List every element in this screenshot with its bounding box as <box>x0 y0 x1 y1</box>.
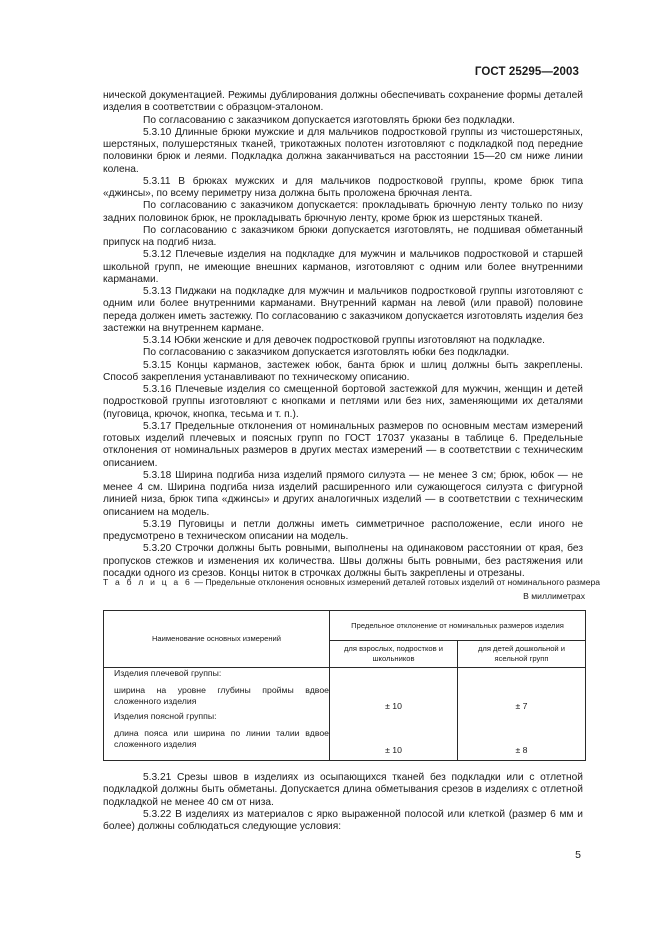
paragraph-5-3-15: 5.3.15 Концы карманов, застежек юбок, банта брюк и шлиц должны быть закреплены. Способ закрепления устанавливают по техническому описанию. <box>103 359 583 383</box>
main-text-continued <box>103 772 583 833</box>
paragraph-5-3-10: 5.3.10 Длинные брюки мужские и для мальчиков подростковой группы из чистошерстяных, шерстяных, полушерстяных тканей, трикотажных полотен изготовляют с подкладкой под передние половинки брюк и леями. Подкладка должна заканчиваться на расстоянии 15—20 см ниже линии колена. <box>103 126 583 175</box>
paragraph-5-3-20: 5.3.20 Строчки должны быть ровными, выполнены на одинаковом расстоянии от края, без пропусков стежков и изменения их количества. Швы должны быть ровными, без растяжения или посадки одного из срезов. Концы ниток в строчках должны быть закреплены и отрезаны. <box>103 543 583 579</box>
paragraph-5-3-12: 5.3.12 Плечевые изделия на подкладке для мужчин и мальчиков подростковой и старшей школьной групп, не имеющие внешних карманов, изготовляют с одним или более внутренними карманами. <box>103 249 583 285</box>
shoulder-group-label: Изделия плечевой группы: <box>114 668 222 678</box>
waist-child-value: ± 8 <box>515 745 528 755</box>
paragraph: нической документацией. Режимы дублирования должны обеспечивать сохранение формы деталей изделия в соответствии с образцом-эталоном. <box>103 90 583 114</box>
table-caption-label: Т а б л и ц а 6 <box>103 577 192 587</box>
measure-cell <box>104 668 330 761</box>
table-caption-text: — Предельные отклонения основных измерений деталей готовых изделий от номинального размера <box>191 577 601 587</box>
table-units: В миллиметрах <box>523 591 585 601</box>
header-deviation-group: Предельное отклонение от номинальных размеров изделия <box>330 611 586 641</box>
paragraph-5-3-11: 5.3.11 В брюках мужских и для мальчиков подростковой группы, кроме брюк типа «джинсы», по всему периметру низа должна быть проложена брючная лента. <box>103 175 583 199</box>
paragraph-5-3-18: 5.3.18 Ширина подгиба низа изделий прямого силуэта — не менее 3 см; брюк, юбок — не менее 4 см. Ширина подгиба низа изделий расширенного или сужающегося силуэта с фигурной линией низа, брюк типа «джинсы» и других аналогичных изделий — в соответствии с техническим описанием на модель. <box>103 469 583 518</box>
waist-adult-value: ± 10 <box>385 745 402 755</box>
page-number: 5 <box>575 849 581 861</box>
paragraph-5-3-16: 5.3.16 Плечевые изделия со смещенной бортовой застежкой для мужчин, женщин и детей подростковой группы изготовляют с кнопками и петлями или без них, заменяющими их деталями (пуговица, крючок, кнопка, тесьма и т. п.). <box>103 384 583 420</box>
waist-group-label: Изделия поясной группы: <box>114 711 217 721</box>
paragraph: По согласованию с заказчиком допускается изготовлять юбки без подкладки. <box>143 347 510 359</box>
paragraph: По согласованию с заказчиком допускается изготовлять брюки без подкладки. <box>143 114 515 126</box>
paragraph-5-3-14: 5.3.14 Юбки женские и для девочек подростковой группы изготовляют на подкладке. <box>143 335 546 346</box>
standard-header: ГОСТ 25295—2003 <box>474 66 579 78</box>
paragraph: По согласованию с заказчиком допускается: прокладывать брючную ленту только по низу задних половинок брюк, не прокладывать брючную ленту, кроме брюк из шерстяных тканей. <box>103 200 583 224</box>
shoulder-child-value: ± 7 <box>515 701 528 711</box>
paragraph-5-3-19: 5.3.19 Пуговицы и петли должны иметь симметричное расположение, если иного не предусмотрено в техническом описании на модель. <box>103 518 583 542</box>
child-values-cell <box>458 668 586 761</box>
paragraph-5-3-22: 5.3.22 В изделиях из материалов с ярко выраженной полосой или клеткой (размер 6 мм и более) должны соблюдаться следующие условия: <box>103 808 583 832</box>
header-child: для детей дошкольной и ясельной групп <box>458 641 586 668</box>
header-adult: для взрослых, подростков и школьников <box>330 641 458 668</box>
shoulder-measure: ширина на уровне глубины проймы вдвое сложенного изделия <box>114 685 329 706</box>
shoulder-adult-value: ± 10 <box>385 701 402 711</box>
deviation-table <box>103 610 586 761</box>
paragraph-5-3-17: 5.3.17 Предельные отклонения от номинальных размеров по основным местам измерений готовых изделий плечевых и поясных групп по ГОСТ 17037 указаны в таблице 6. Предельные отклонения от номинальных размеров в других местах измерений — в соответствии с техническим описанием. <box>103 420 583 469</box>
main-text <box>103 90 583 580</box>
header-measure-name: Наименование основных измерений <box>104 611 330 668</box>
table-caption <box>103 577 601 588</box>
waist-measure: длина пояса или ширина по линии талии вдвое сложенного изделия <box>114 728 329 749</box>
paragraph-5-3-21: 5.3.21 Срезы швов в изделиях из осыпающихся тканей без подкладки или с отлетной подкладкой должны быть обметаны. Допускается длина обметывания срезов в изделиях с отлетной подкладкой не менее 40 см от низа. <box>103 772 583 808</box>
adult-values-cell <box>330 668 458 761</box>
paragraph-5-3-13: 5.3.13 Пиджаки на подкладке для мужчин и мальчиков подростковой группы изготовляют с одним или более внутренними карманами. Внутренний карман на левой (или правой) половине переда должен иметь застежку. По согласованию с заказчиком допускается изготовлять изделия без застежки на внутреннем кармане. <box>103 286 583 334</box>
paragraph: По согласованию с заказчиком брюки допускается изготовлять, не подшивая обметанный припуск на подгиб низа. <box>103 224 583 248</box>
